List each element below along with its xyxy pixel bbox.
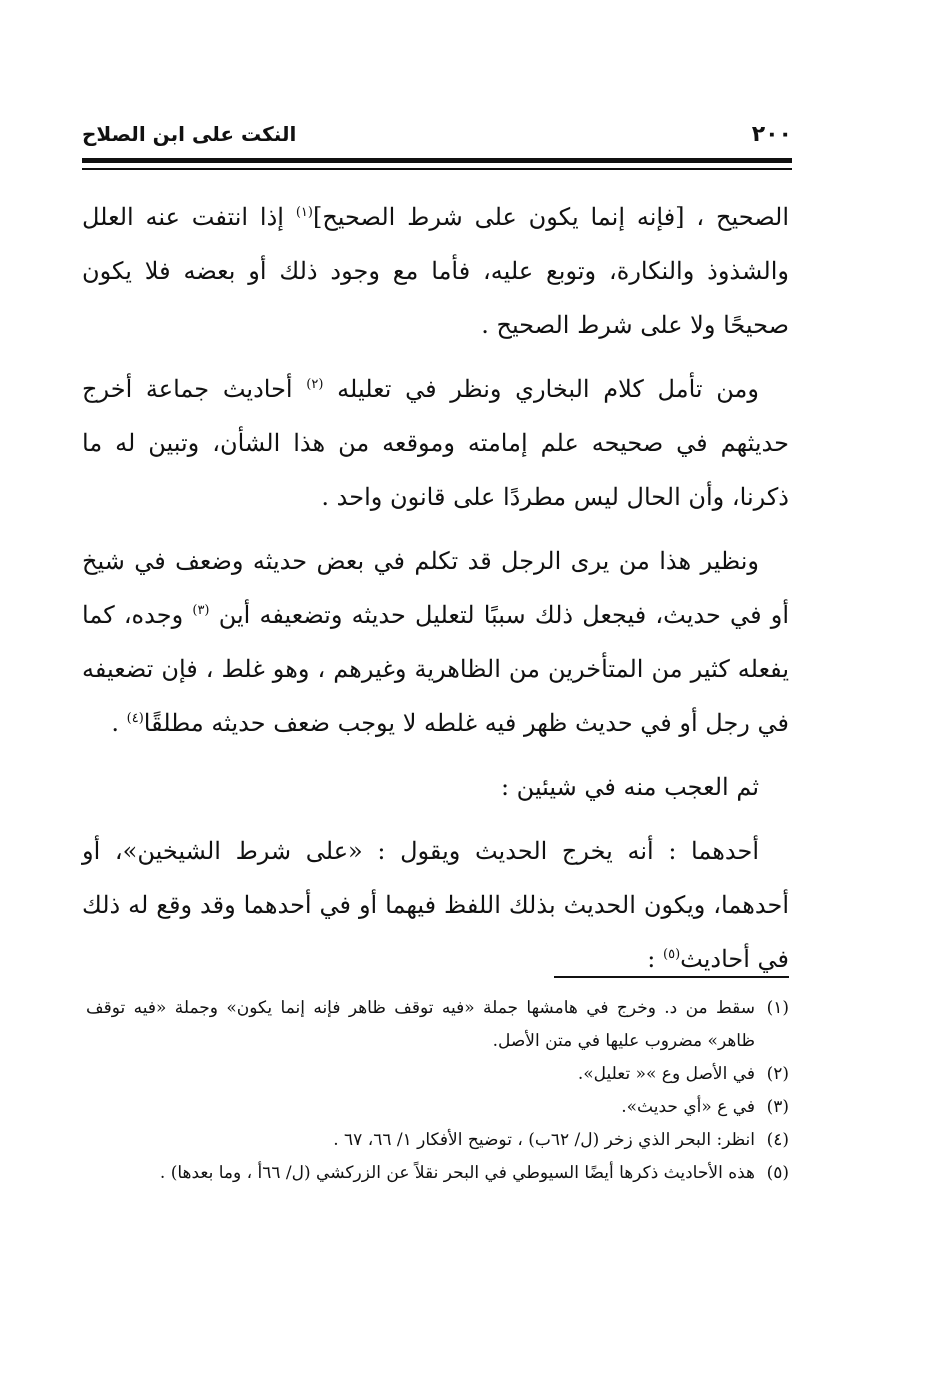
footnote-number: (٤) bbox=[766, 1130, 789, 1150]
footnote-number: (١) bbox=[766, 998, 789, 1018]
paragraph-text: ومن تأمل كلام البخاري ونظر في تعليله bbox=[323, 375, 759, 403]
footnote-text: انظر: البحر الذي زخر (ل/ ٦٢ب) ، توضيح الأفكار ١/ ٦٦، ٦٧ . bbox=[333, 1130, 755, 1150]
paragraph-4 bbox=[82, 760, 789, 814]
footnote-text: في الأصل وع »« تعليل». bbox=[577, 1064, 755, 1084]
header-rule-thin bbox=[82, 168, 792, 170]
paragraph-text: وجده، كما يفعله كثير من المتأخرين من الظاهرية وغيرهم ، وهو غلط ، فإن تضعيفه في رجل أو في حديث ظهر فيه غلطه لا يوجب ضعف حديثه مطلقًا bbox=[82, 601, 789, 737]
footnotes bbox=[86, 992, 789, 1190]
paragraph-text: الصحيح ، [فإنه إنما يكون على شرط الصحيح] bbox=[312, 203, 789, 231]
footnote-4 bbox=[86, 1124, 789, 1157]
paragraph-5 bbox=[82, 824, 789, 986]
paragraph-2 bbox=[82, 362, 789, 524]
footnote-ref-3[interactable]: (٣) bbox=[192, 603, 210, 618]
paragraph-text: أحاديث جماعة أخرج حديثهم في صحيحه علم إمامته وموقعه من هذا الشأن، وتبين له ما ذكرنا، وأن الحال ليس مطردًا على قانون واحد . bbox=[82, 375, 789, 511]
main-text bbox=[82, 190, 789, 996]
header-rule-thick bbox=[82, 158, 792, 163]
paragraph-text: أحدهما : أنه يخرج الحديث ويقول : «على شرط الشيخين»، أو أحدهما، ويكون الحديث بذلك اللفظ فيهما أو في أحدهما وقد وقع له ذلك في أحاديث bbox=[82, 837, 789, 973]
footnote-ref-4[interactable]: (٤) bbox=[126, 711, 144, 726]
footnote-5 bbox=[86, 1157, 789, 1190]
footnote-text: سقط من د. وخرج في هامشها جملة «فيه توقف ظاهر فإنه إنما يكون» وجملة «فيه توقف ظاهر» مضروب عليها في متن الأصل. bbox=[86, 998, 755, 1051]
paragraph-3 bbox=[82, 534, 789, 750]
paragraph-text: إذا انتفت عنه العلل والشذوذ والنكارة، وتوبع عليه، فأما مع وجود ذلك أو بعضه فلا يكون صحيحًا ولا على شرط الصحيح . bbox=[82, 203, 789, 339]
footnote-number: (٥) bbox=[766, 1163, 789, 1183]
running-title: النكت على ابن الصلاح bbox=[82, 122, 297, 146]
footnote-ref-1[interactable]: (١) bbox=[295, 205, 313, 220]
paragraph-text: ونظير هذا من يرى الرجل قد تكلم في بعض حديثه وضعف في شيخ أو في حديث، فيجعل ذلك سببًا لتعليل حديثه وتضعيفه أين bbox=[82, 547, 789, 629]
footnote-separator bbox=[554, 976, 789, 978]
footnote-ref-5[interactable]: (٥) bbox=[663, 947, 681, 962]
page-header bbox=[82, 118, 792, 158]
paragraph-1 bbox=[82, 190, 789, 352]
footnote-3 bbox=[86, 1091, 789, 1124]
paragraph-text: ثم العجب منه في شيئين : bbox=[500, 773, 759, 801]
footnote-number: (٣) bbox=[766, 1097, 789, 1117]
footnote-text: في ع «أي حديث». bbox=[621, 1097, 755, 1117]
page-number: ٢٠٠ bbox=[751, 122, 792, 147]
footnote-number: (٢) bbox=[766, 1064, 789, 1084]
footnote-2 bbox=[86, 1058, 789, 1091]
paragraph-text: . bbox=[111, 709, 127, 737]
footnote-text: هذه الأحاديث ذكرها أيضًا السيوطي في البحر نقلاً عن الزركشي (ل/ ٦٦أ ، وما بعدها) . bbox=[159, 1163, 755, 1183]
footnote-ref-2[interactable]: (٢) bbox=[306, 377, 324, 392]
footnote-1 bbox=[86, 992, 789, 1058]
paragraph-text: : bbox=[647, 945, 663, 973]
